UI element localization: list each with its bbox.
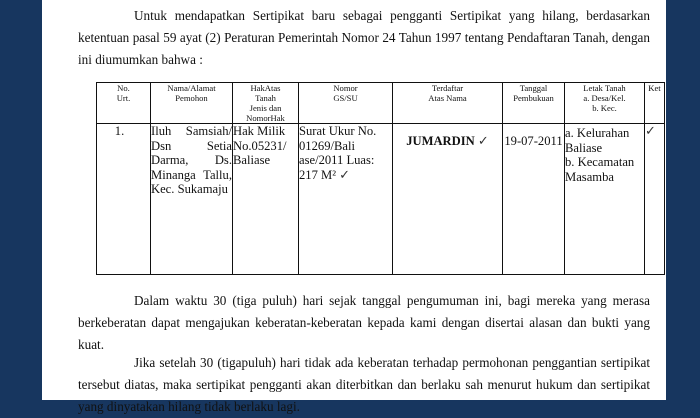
issuance-paragraph: Jika setelah 30 (tigapuluh) hari tidak ada keberatan terhadap permohonan penggantian sertipikat tersebut diatas, maka sertipikat pengganti akan diterbitkan dan berlaku sah menurut hukum dan sertipikat yang dinyatakan hilang tidak berlaku lagi. <box>78 355 650 414</box>
intro-paragraph: Untuk mendapatkan Sertipikat baru sebagai pengganti Sertipikat yang hilang, berdasarkan ketentuan pasal 59 ayat (2) Peraturan Pemerintah Nomor 24 Tahun 1997 tentang Pendaftaran Tanah, dengan ini diumumkan bahwa : <box>78 8 650 67</box>
announcement-table <box>96 82 665 275</box>
header-no: No. Urt. <box>97 83 151 124</box>
cell-nomor <box>299 124 393 275</box>
header-ket: Ket <box>645 83 665 124</box>
cell-atas-nama-text: JUMARDIN <box>406 134 475 148</box>
cell-hak: Hak Milik No.05231/ Baliase <box>233 124 299 275</box>
header-nama: Nama/Alamat Pemohon <box>151 83 233 124</box>
cell-no: 1. <box>97 124 151 275</box>
table-row <box>97 124 665 275</box>
check-mark-icon: ✓ <box>339 167 351 183</box>
header-hak: HakAtas Tanah Jenis dan NomorHak <box>233 83 299 124</box>
letak-a: a. Kelurahan Baliase <box>565 126 630 155</box>
check-mark-icon: ✓ <box>477 134 489 149</box>
cell-nomor-text: Surat Ukur No. 01269/Bali ase/2011 Luas: 217 M² <box>299 124 377 182</box>
cell-atas-nama <box>393 124 503 275</box>
check-mark-icon: ✓ <box>645 124 656 139</box>
header-tanggal: Tanggal Pembukuan <box>503 83 565 124</box>
cell-letak <box>565 124 645 275</box>
letak-b: b. Kecamatan Masamba <box>565 155 635 184</box>
cell-tanggal: 19-07-2011 <box>503 124 565 275</box>
header-nomor: Nomor GS/SU <box>299 83 393 124</box>
cell-ket <box>645 124 665 275</box>
cell-pemohon: Iluh Samsiah/ Dsn Setia Darma, Ds. Minanga Tallu, Kec. Sukamaju <box>151 124 233 275</box>
table-header-row <box>97 83 665 124</box>
objection-paragraph: Dalam waktu 30 (tiga puluh) hari sejak tanggal pengumuman ini, bagi mereka yang merasa berkeberatan dapat mengajukan keberatan-keberatan kepada kami dengan disertai alasan dan bukti yang kuat. <box>78 293 650 352</box>
header-terdaftar: Terdaftar Atas Nama <box>393 83 503 124</box>
document-page <box>42 0 666 414</box>
header-letak: Letak Tanah a. Desa/Kel. b. Kec. <box>565 83 645 124</box>
